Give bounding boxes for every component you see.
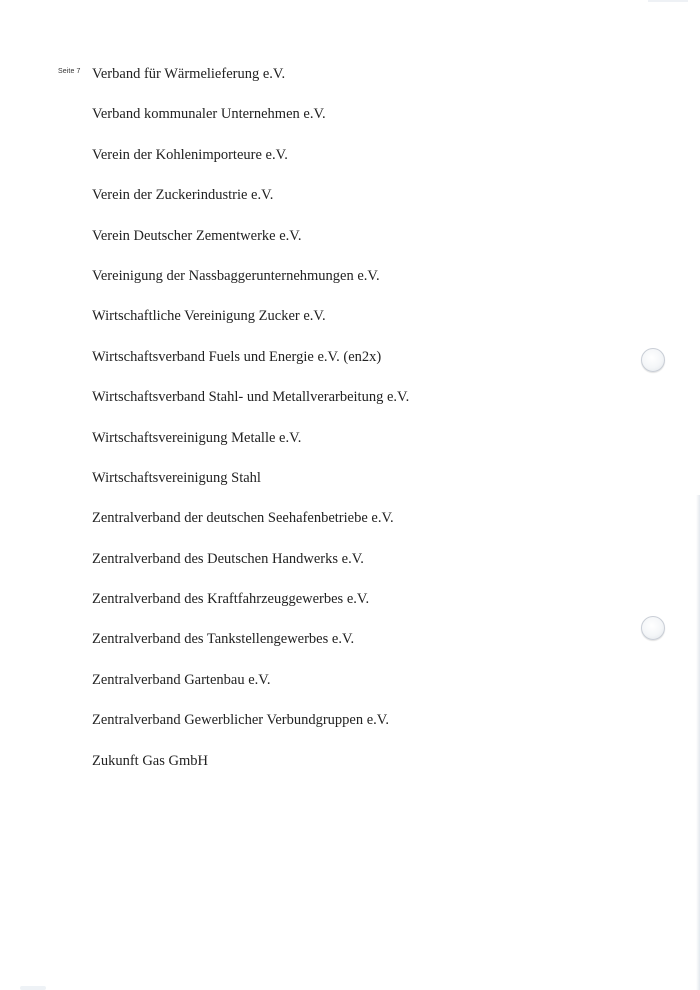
page-edge-shadow	[696, 495, 700, 990]
list-item: Wirtschaftliche Vereinigung Zucker e.V.	[92, 308, 326, 325]
list-item: Verband kommunaler Unternehmen e.V.	[92, 106, 326, 123]
list-item: Verein Deutscher Zementwerke e.V.	[92, 227, 302, 244]
list-item: Zukunft Gas GmbH	[92, 752, 208, 769]
organization-list	[92, 64, 409, 791]
list-item: Zentralverband Gartenbau e.V.	[92, 671, 271, 688]
scan-edge-mark	[648, 0, 688, 2]
page-number: Seite 7	[58, 68, 81, 75]
list-item: Wirtschaftsverband Fuels und Energie e.V. (en2x)	[92, 348, 382, 365]
list-item: Zentralverband des Kraftfahrzeuggewerbes e.V.	[92, 591, 370, 608]
punch-hole	[641, 616, 665, 640]
list-item: Wirtschaftsvereinigung Stahl	[92, 469, 261, 486]
list-item: Verein der Kohlenimporteure e.V.	[92, 146, 288, 163]
list-item: Wirtschaftsvereinigung Metalle e.V.	[92, 429, 302, 446]
punch-hole	[641, 348, 665, 372]
list-item: Zentralverband des Tankstellengewerbes e.V.	[92, 631, 355, 648]
list-item: Zentralverband des Deutschen Handwerks e.V.	[92, 550, 364, 567]
list-item: Zentralverband Gewerblicher Verbundgruppen e.V.	[92, 712, 390, 729]
list-item: Verband für Wärmelieferung e.V.	[92, 66, 286, 82]
list-item: Zentralverband der deutschen Seehafenbetriebe e.V.	[92, 510, 394, 527]
list-item: Vereinigung der Nassbaggerunternehmungen e.V.	[92, 267, 380, 284]
list-item: Verein der Zuckerindustrie e.V.	[92, 187, 274, 204]
list-item: Wirtschaftsverband Stahl- und Metallverarbeitung e.V.	[92, 389, 410, 406]
scan-corner-mark	[20, 986, 46, 990]
